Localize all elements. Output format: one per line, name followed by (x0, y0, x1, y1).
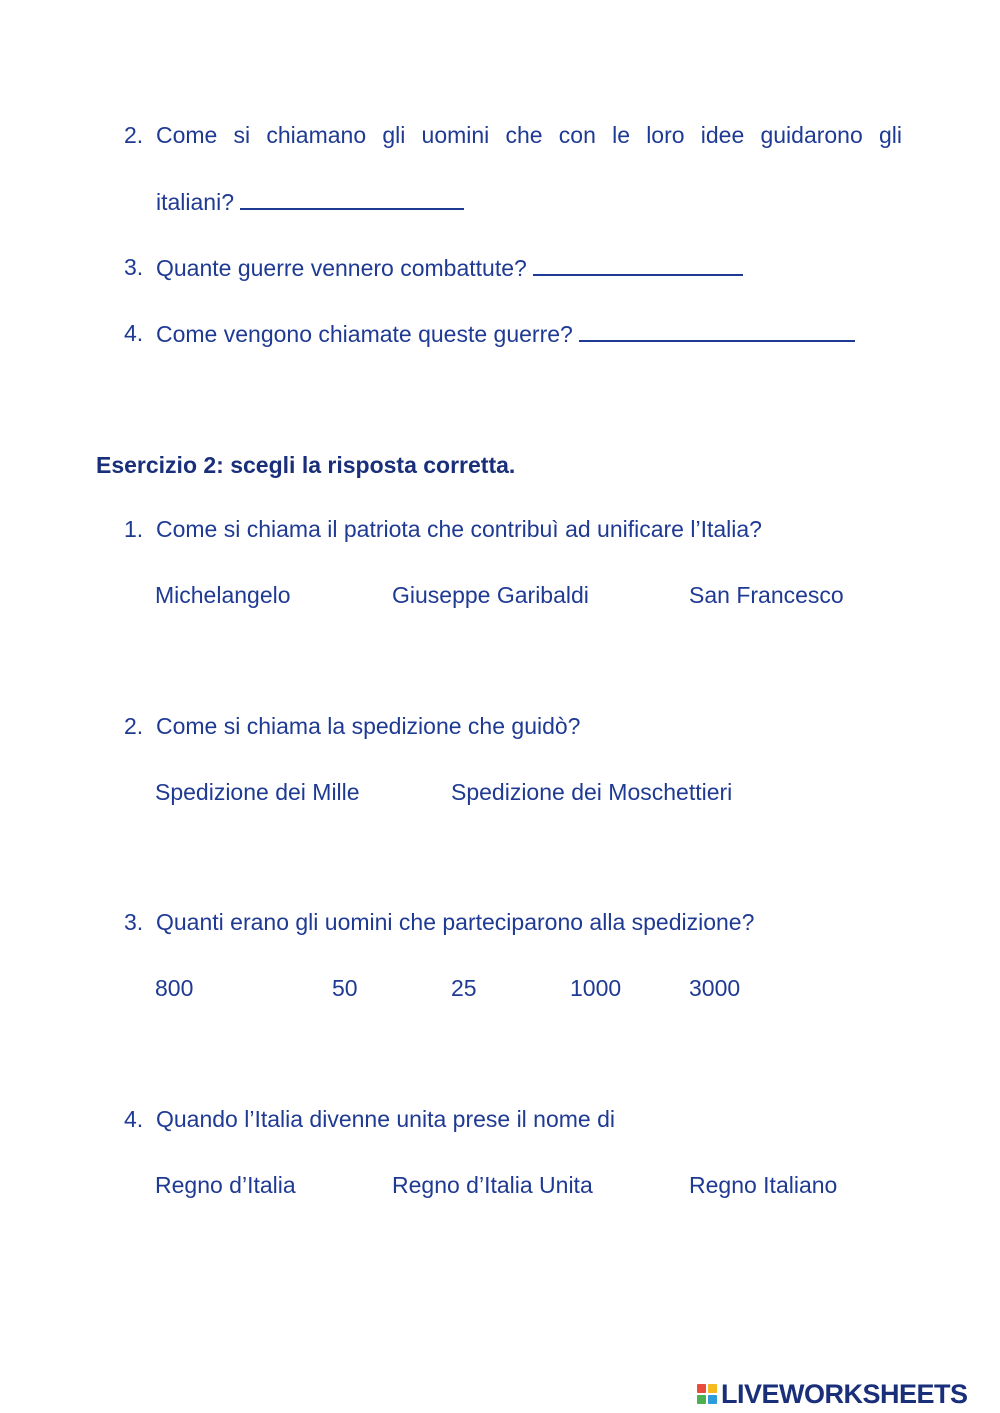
option-giuseppe-garibaldi[interactable]: Giuseppe Garibaldi (392, 582, 589, 608)
logo-tile-v (697, 1395, 706, 1404)
option-25[interactable]: 25 (451, 975, 477, 1001)
option-50[interactable]: 50 (332, 975, 358, 1001)
logo-tile-l (697, 1384, 706, 1393)
question-number: 2. (124, 713, 144, 739)
question-text-line1: Come si chiamano gli uomini che con le loro idee guidarono gli (156, 122, 902, 148)
liveworksheets-logo (697, 1378, 968, 1410)
option-regno-d-italia-unita[interactable]: Regno d’Italia Unita (392, 1172, 593, 1198)
option-3000[interactable]: 3000 (689, 975, 741, 1001)
logo-text: LIVEWORKSHEETS (721, 1378, 968, 1409)
option-800[interactable]: 800 (155, 975, 194, 1001)
logo-tile-e (708, 1395, 717, 1404)
answer-blank-ex1-q4[interactable] (579, 320, 855, 342)
exercise-2-heading: Esercizio 2: scegli la risposta corretta. (96, 452, 516, 478)
question-number: 3. (124, 254, 144, 280)
logo-tiles-icon (697, 1384, 717, 1404)
question-number: 4. (124, 1106, 144, 1132)
question-text: Come si chiama il patriota che contribuì ad unificare l’Italia? (156, 516, 762, 542)
option-michelangelo[interactable]: Michelangelo (155, 582, 291, 608)
option-spedizione-dei-moschettieri[interactable]: Spedizione dei Moschettieri (451, 779, 733, 805)
question-number: 4. (124, 320, 144, 346)
option-regno-d-italia[interactable]: Regno d’Italia (155, 1172, 296, 1198)
question-text: Quante guerre vennero combattute? (156, 255, 527, 281)
question-text: Come si chiama la spedizione che guidò? (156, 713, 581, 739)
question-text: Come vengono chiamate queste guerre? (156, 321, 573, 347)
question-number: 3. (124, 909, 144, 935)
option-spedizione-dei-mille[interactable]: Spedizione dei Mille (155, 779, 360, 805)
answer-blank-ex1-q2[interactable] (240, 188, 464, 210)
question-text-line2: italiani? (156, 189, 234, 215)
question-number: 1. (124, 516, 144, 542)
question-number: 2. (124, 122, 144, 148)
question-text: Quando l’Italia divenne unita prese il nome di (156, 1106, 616, 1132)
answer-blank-ex1-q3[interactable] (533, 254, 743, 276)
logo-tile-i (708, 1384, 717, 1393)
option-1000[interactable]: 1000 (570, 975, 622, 1001)
question-text: Quanti erano gli uomini che parteciparono alla spedizione? (156, 909, 755, 935)
option-regno-italiano[interactable]: Regno Italiano (689, 1172, 838, 1198)
option-san-francesco[interactable]: San Francesco (689, 582, 844, 608)
